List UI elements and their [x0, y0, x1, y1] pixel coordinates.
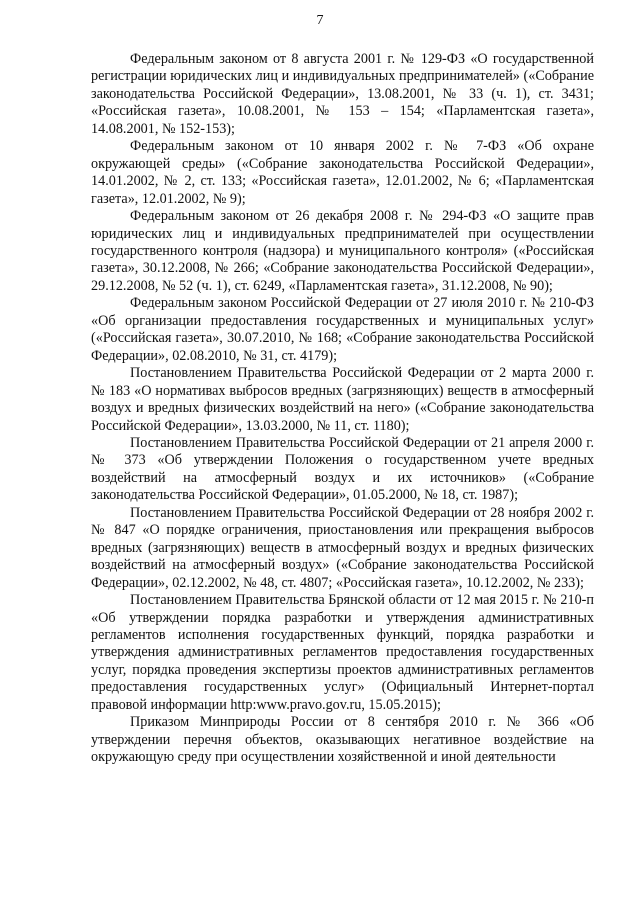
paragraph-federal-law-129: Федеральным законом от 8 августа 2001 г. № 129-ФЗ «О государственной регистрации юридических лиц и индивидуальных предпринимателей» («Собрание законодательства Российской Федерации», 13.08.2001, № 33 (ч. 1), ст. 3431; «Российская газета», 10.08.2001, № 153 – 154; «Парламентская газета», 14.08.2001, № 152-153);: [91, 51, 594, 137]
paragraph-resolution-183: Постановлением Правительства Российской Федерации от 2 марта 2000 г. № 183 «О нормативах выбросов вредных (загрязняющих) веществ в атмосферный воздух и вредных физических воздействий на него» («Собрание законодательства Российской Федерации», 13.03.2000, № 11, ст. 1180);: [91, 365, 594, 434]
page-number: 7: [316, 13, 324, 28]
paragraph-federal-law-210: Федеральным законом Российской Федерации от 27 июля 2010 г. № 210-ФЗ «Об организации предоставления государственных и муниципальных услуг» («Российская газета», 30.07.2010, № 168; «Собрание законодательства Российской Федерации», 02.08.2010, № 31, ст. 4179);: [91, 295, 594, 364]
paragraph-resolution-373: Постановлением Правительства Российской Федерации от 21 апреля 2000 г. № 373 «Об утверждении Положения о государственном учете вредных воздействий на атмосферный воздух и их источников» («Собрание законодательства Российской Федерации», 01.05.2000, № 18, ст. 1987);: [91, 434, 594, 504]
paragraph-resolution-847: Постановлением Правительства Российской Федерации от 28 ноября 2002 г. № 847 «О порядке ограничения, приостановления или прекращения выбросов вредных (загрязняющих) веществ в атмосферный воздух и вредных физических воздействий на атмосферный воздух» («Собрание законодательства Российской Федерации», 02.12.2002, № 48, ст. 4807; «Российская газета», 10.12.2002, № 233);: [91, 504, 594, 591]
paragraph-order-366: Приказом Минприроды России от 8 сентября 2010 г. № 366 «Об утверждении перечня объектов, оказывающих негативное воздействие на окружающую среду при осуществлении хозяйственной и иной деятельности: [91, 714, 594, 766]
paragraph-federal-law-7: Федеральным законом от 10 января 2002 г. № 7-ФЗ «Об охране окружающей среды» («Собрание законодательства Российской Федерации», 14.01.2002, № 2, ст. 133; «Российская газета», 12.01.2002, № 6; «Парламентская газета», 12.01.2002, № 9);: [91, 138, 594, 207]
paragraph-federal-law-294: Федеральным законом от 26 декабря 2008 г. № 294-ФЗ «О защите прав юридических лиц и индивидуальных предпринимателей при осуществлении государственного контроля (надзора) и муниципального контроля» («Российская газета», 30.12.2008, № 266; «Собрание законодательства Российской Федерации», 29.12.2008, № 52 (ч. 1), ст. 6249, «Парламентская газета», 31.12.2008, № 90);: [91, 208, 594, 294]
document-body: [91, 51, 594, 767]
paragraph-bryansk-resolution-210: Постановлением Правительства Брянской области от 12 мая 2015 г. № 210-п «Об утверждении порядка разработки и утверждения административных регламентов исполнения государственных функций, порядка разработки и утверждения административных регламентов предоставления государственных услуг, порядка проведения экспертизы проектов административных регламентов предоставления государственных услуг» (Официальный Интернет-портал правовой информации http:www.pravo.gov.ru, 15.05.2015);: [91, 592, 594, 713]
